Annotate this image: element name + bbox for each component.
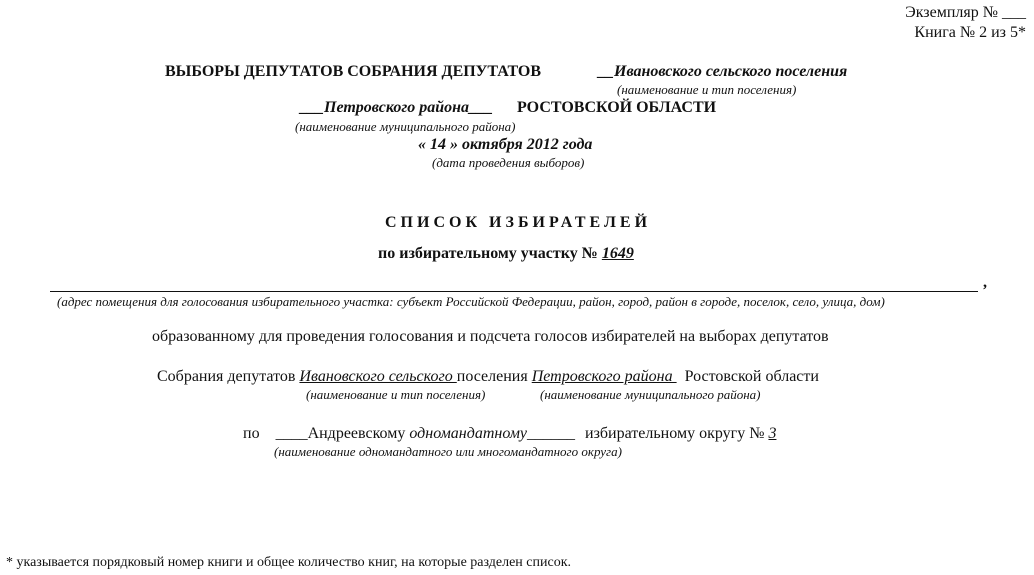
election-title: ВЫБОРЫ ДЕПУТАТОВ СОБРАНИЯ ДЕПУТАТОВ [165, 63, 542, 80]
constituency-number: 3 [768, 425, 777, 442]
assembly-mid: поселения [456, 368, 532, 385]
constituency-post: ______ [527, 425, 576, 442]
district-caption: (наименование муниципального района) [295, 119, 516, 134]
book-number-line: Книга № 2 из 5* [914, 24, 1026, 41]
region-name: РОСТОВСКОЙ ОБЛАСТИ [517, 99, 717, 116]
precinct-line [378, 245, 634, 263]
constituency-caption: (наименование одномандатного или многомандатного округа) [274, 444, 622, 459]
footnote: * указывается порядковый номер книги и общее количество книг, на которые разделен список. [6, 555, 572, 570]
constituency-label: избирательному округу № [585, 425, 769, 442]
assembly-region: Ростовской области [676, 368, 819, 385]
settlement-name: __Ивановского сельского поселения [598, 63, 848, 80]
caption-district: (наименование муниципального района) [540, 387, 761, 402]
address-comma: , [983, 274, 987, 291]
election-date: « 14 » октября 2012 года [418, 136, 593, 153]
precinct-number: 1649 [601, 245, 634, 262]
assembly-line [157, 368, 819, 386]
formed-line: образованному для проведения голосования и подсчета голосов избирателей на выборах депутатов [152, 328, 829, 345]
address-underline [50, 291, 978, 292]
constituency-type: одномандатному [409, 425, 528, 442]
address-caption: (адрес помещения для голосования избирательного участка: субъект Российской Федерации, район, город, район в городе, поселок, село, улица, дом) [57, 294, 885, 309]
precinct-prefix: по избирательному участку № [378, 245, 602, 262]
constituency-line [243, 425, 776, 443]
constituency-pre: ____Андреевскому [275, 425, 410, 442]
caption-settlement: (наименование и тип поселения) [306, 387, 486, 402]
assembly-district: Петровского района [531, 368, 677, 385]
assembly-prefix: Собрания депутатов [157, 368, 300, 385]
copy-number-line: Экземпляр № ___ [905, 4, 1026, 21]
district-name: ___Петровского района___ [300, 99, 494, 116]
po-word: по [243, 425, 260, 442]
assembly-settlement: Ивановского сельского [299, 368, 457, 385]
date-caption: (дата проведения выборов) [432, 155, 585, 170]
list-heading: СПИСОК ИЗБИРАТЕЛЕЙ [385, 214, 652, 231]
settlement-caption: (наименование и тип поселения) [617, 82, 797, 97]
